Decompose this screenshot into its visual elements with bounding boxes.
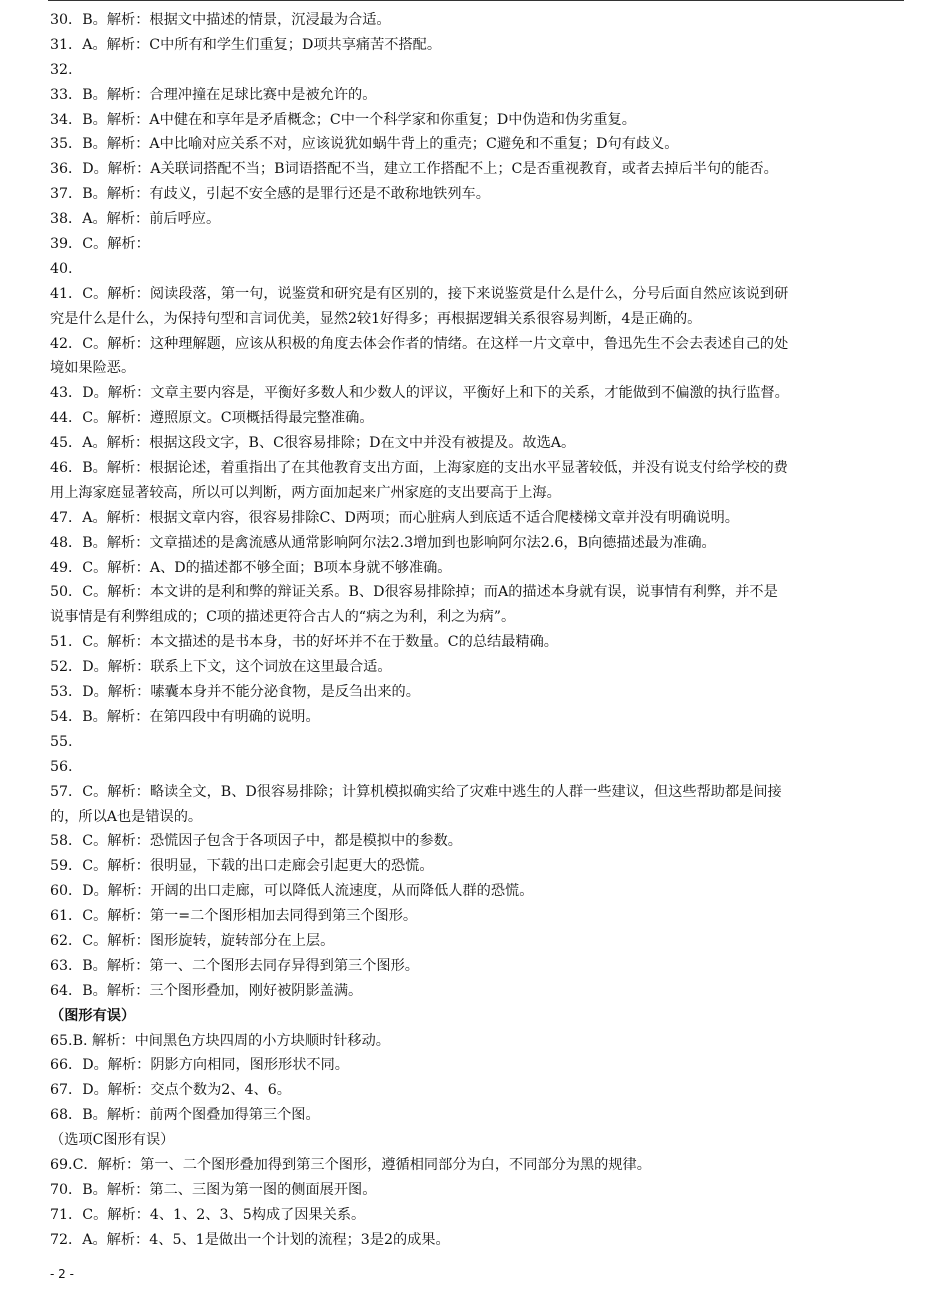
answer-line: 43．D。解析：文章主要内容是，平衡好多数人和少数人的评议，平衡好上和下的关系，才能做到不偏激的执行监督。 xyxy=(50,385,789,402)
answer-line: 70．B。解析：第二、三图为第一图的侧面展开图。 xyxy=(50,1181,377,1198)
answer-line: 36．D。解析：A关联词搭配不当；B词语搭配不当，建立工作搭配不上；C是否重视教育，或者去掉后半句的能否。 xyxy=(50,161,778,178)
answer-line: 45．A。解析：根据这段文字，B、C很容易排除；D在文中并没有被提及。故选A。 xyxy=(50,435,576,452)
answer-line: 42．C。解析：这种理解题，应该从积极的角度去体会作者的情绪。在这样一片文章中，鲁迅先生不会去表述自己的处 xyxy=(50,335,789,352)
answer-line: 52．D。解析：联系上下文，这个词放在这里最合适。 xyxy=(50,659,392,676)
answer-list xyxy=(50,8,905,1253)
answer-line: （图形有误） xyxy=(50,1007,136,1024)
answer-line: 58．C。解析：恐慌因子包含于各项因子中，都是模拟中的参数。 xyxy=(50,833,462,850)
answer-line: 46．B。解析：根据论述，着重指出了在其他教育支出方面，上海家庭的支出水平显著较低，并没有说支付给学校的费 xyxy=(50,460,788,477)
answer-line: 37．B。解析：有歧义，引起不安全感的是罪行还是不敢称地铁列车。 xyxy=(50,186,490,203)
answer-line: 68．B。解析：前两个图叠加得第三个图。 xyxy=(50,1107,320,1124)
answer-line: 65.B. 解析：中间黑色方块四周的小方块顺时针移动。 xyxy=(50,1032,390,1049)
answer-line: 30．B。解析：根据文中描述的情景，沉浸最为合适。 xyxy=(50,12,391,28)
answer-line: 用上海家庭显著较高，所以可以判断，两方面加起来广州家庭的支出要高于上海。 xyxy=(50,484,561,501)
answer-line: 57．C。解析：略读全文，B、D很容易排除；计算机模拟确实给了灾难中逃生的人群一些建议，但这些帮助都是间接 xyxy=(50,783,782,800)
answer-line: 32. xyxy=(50,61,73,78)
answer-line: 44．C。解析：遵照原文。C项概括得最完整准确。 xyxy=(50,410,374,427)
answer-line: 60．D。解析：开阔的出口走廊，可以降低人流速度，从而降低人群的恐慌。 xyxy=(50,883,534,900)
answer-line: 的，所以A也是错误的。 xyxy=(50,808,203,825)
answer-line: 究是什么是什么，为保持句型和言词优美，显然2较1好得多；再根据逻辑关系很容易判断，4是正确的。 xyxy=(50,310,702,327)
answer-line: 63．B。解析：第一、二个图形去同存异得到第三个图形。 xyxy=(50,957,419,974)
answer-line: 39．C。解析： xyxy=(50,236,150,253)
answer-line: 66．D。解析：阴影方向相同，图形形状不同。 xyxy=(50,1057,349,1074)
answer-line: 34．B。解析：A中健在和享年是矛盾概念；C中一个科学家和你重复；D中伪造和伪劣重复。 xyxy=(50,111,636,128)
answer-line: 48．B。解析：文章描述的是禽流感从通常影响阿尔法2.3增加到也影响阿尔法2.6，B向德描述最为准确。 xyxy=(50,534,716,551)
answer-line: 64．B。解析：三个图形叠加，刚好被阴影盖满。 xyxy=(50,982,363,999)
answer-line: 31．A。解析：C中所有和学生们重复；D项共享痛苦不搭配。 xyxy=(50,36,442,53)
answer-line: 54．B。解析：在第四段中有明确的说明。 xyxy=(50,708,320,725)
answer-line: 72．A。解析：4、5、1是做出一个计划的流程；3是2的成果。 xyxy=(50,1231,450,1248)
answer-line: 56. xyxy=(50,758,73,775)
answer-line: 51．C。解析：本文描述的是书本身，书的好坏并不在于数量。C的总结最精确。 xyxy=(50,634,558,651)
answer-line: 55. xyxy=(50,733,73,750)
answer-line: 61．C。解析：第一=二个图形相加去同得到第三个图形。 xyxy=(50,908,418,925)
answer-line: 境如果险恶。 xyxy=(50,360,136,377)
answer-line: 50．C。解析：本文讲的是利和弊的辩证关系。B、D很容易排除掉；而A的描述本身就有误，说事情有利弊，并不是 xyxy=(50,584,778,601)
header-rule xyxy=(48,0,904,1)
answer-line: 47．A。解析：根据文章内容，很容易排除C、D两项；而心脏病人到底适不适合爬楼梯文章并没有明确说明。 xyxy=(50,509,739,526)
page-number: - 2 - xyxy=(50,1267,74,1281)
answer-line: （选项C图形有误） xyxy=(50,1132,175,1149)
answer-line: 49．C。解析：A、D的描述都不够全面；B项本身就不够准确。 xyxy=(50,559,452,576)
answer-line: 71．C。解析：4、1、2、3、5构成了因果关系。 xyxy=(50,1206,366,1223)
answer-line: 40. xyxy=(50,260,73,277)
answer-line: 67．D。解析：交点个数为2、4、6。 xyxy=(50,1082,291,1099)
answer-line: 33．B。解析：合理冲撞在足球比赛中是被允许的。 xyxy=(50,86,377,103)
answer-line: 59．C。解析：很明显，下载的出口走廊会引起更大的恐慌。 xyxy=(50,858,434,875)
answer-line: 35．B。解析：A中比喻对应关系不对，应该说犹如蜗牛背上的重壳；C避免和不重复；D句有歧义。 xyxy=(50,136,679,153)
answer-line: 62．C。解析：图形旋转，旋转部分在上层。 xyxy=(50,932,335,949)
answer-line: 41．C。解析：阅读段落，第一句，说鉴赏和研究是有区别的，接下来说鉴赏是什么是什么，分号后面自然应该说到研 xyxy=(50,285,789,302)
answer-line: 53．D。解析：嗉囊本身并不能分泌食物，是反刍出来的。 xyxy=(50,684,420,701)
answer-line: 38．A。解析：前后呼应。 xyxy=(50,211,221,228)
answer-line: 说事情是有利弊组成的；C项的描述更符合古人的“病之为利，利之为病”。 xyxy=(50,609,516,626)
answer-line: 69.C．解析：第一、二个图形叠加得到第三个图形，遵循相同部分为白，不同部分为黑的规律。 xyxy=(50,1156,651,1173)
